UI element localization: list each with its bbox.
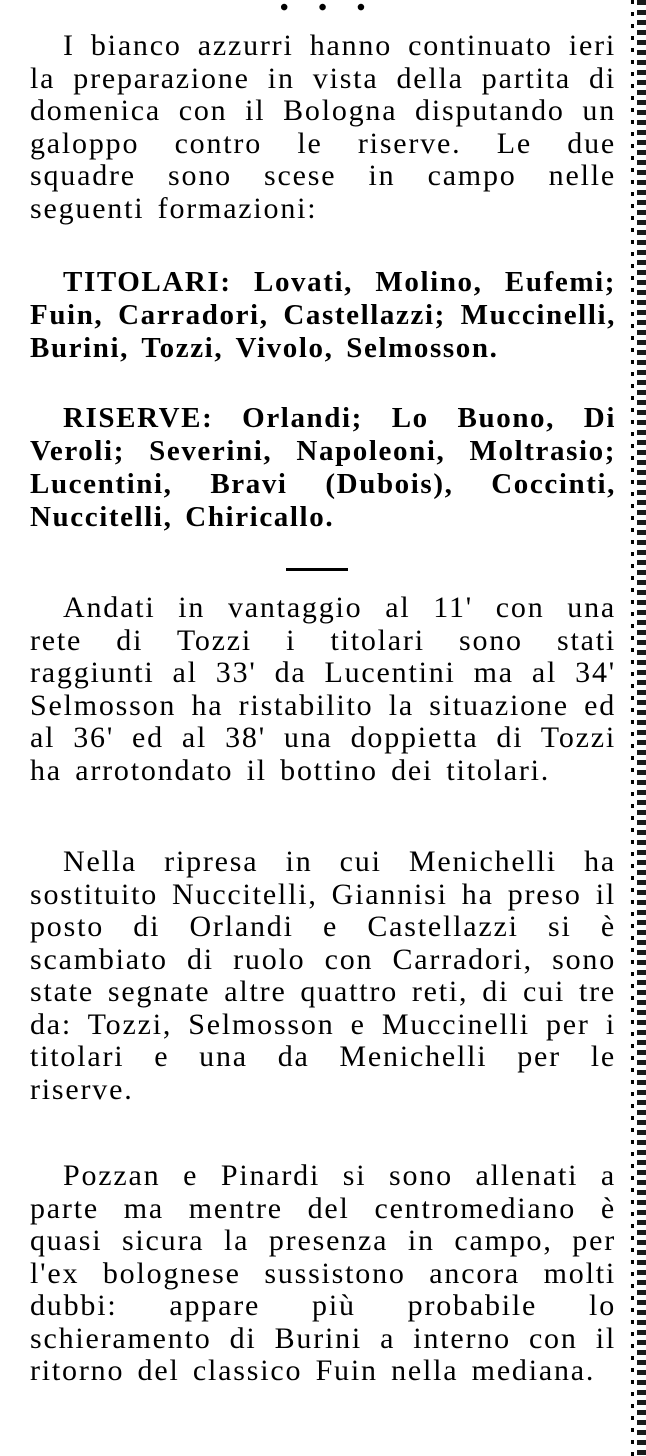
injury-paragraph: Pozzan e Pinardi si sono allenati a parte ma mentre del centromediano è quasi sicura la presenza in campo, per l'ex bolognese sussistono ancora molti dubbi: appare più probabile lo schieramento di Burini a interno con il ritorno del classico Fuin nella mediana. <box>30 1159 616 1387</box>
second-half-paragraph: Nella ripresa in cui Menichelli ha sostituito Nuccitelli, Giannisi ha preso il posto di Orlandi e Castellazzi si è scambiato di ruolo con Carradori, sono state segnate altre quattro reti, di cui tre da: Tozzi, Selmosson e Muccinelli per i titolari e una da Menichelli per le riserve. <box>30 845 616 1106</box>
titolari-lineup: TITOLARI: Lovati, Molino, Eufemi; Fuin, Carradori, Castellazzi; Muccinelli, Burini, Tozzi, Vivolo, Selmosson. <box>30 266 616 364</box>
section-ornament: • • • <box>280 0 378 21</box>
column-rule-inner <box>631 0 634 1456</box>
riserve-lineup: RISERVE: Orlandi; Lo Buono, Di Veroli; Severini, Napoleoni, Moltrasio; Lucentini, Bravi (Dubois), Coccinti, Nuccitelli, Chiricallo. <box>30 402 616 533</box>
injury-block <box>30 1160 616 1388</box>
titolari-block <box>30 266 616 365</box>
match-report-block <box>30 592 616 787</box>
column-rule <box>637 0 646 1456</box>
first-half-paragraph: Andati in vantaggio al 11' con una rete di Tozzi i titolari sono stati raggiunti al 33' da Lucentini ma al 34' Selmosson ha ristabilito la situazione ed al 36' ed al 38' una doppietta di Tozzi ha arrotondato il bottino dei titolari. <box>30 591 616 787</box>
intro-paragraph: I bianco azzurri hanno continuato ieri la preparazione in vista della partita di domenica con il Bologna disputando un galoppo contro le riserve. Le due squadre sono scese in campo nelle seguenti formazioni: <box>30 29 616 225</box>
second-half-block <box>30 846 616 1106</box>
section-separator <box>286 568 348 571</box>
riserve-block <box>30 402 616 534</box>
intro-block <box>30 30 616 225</box>
